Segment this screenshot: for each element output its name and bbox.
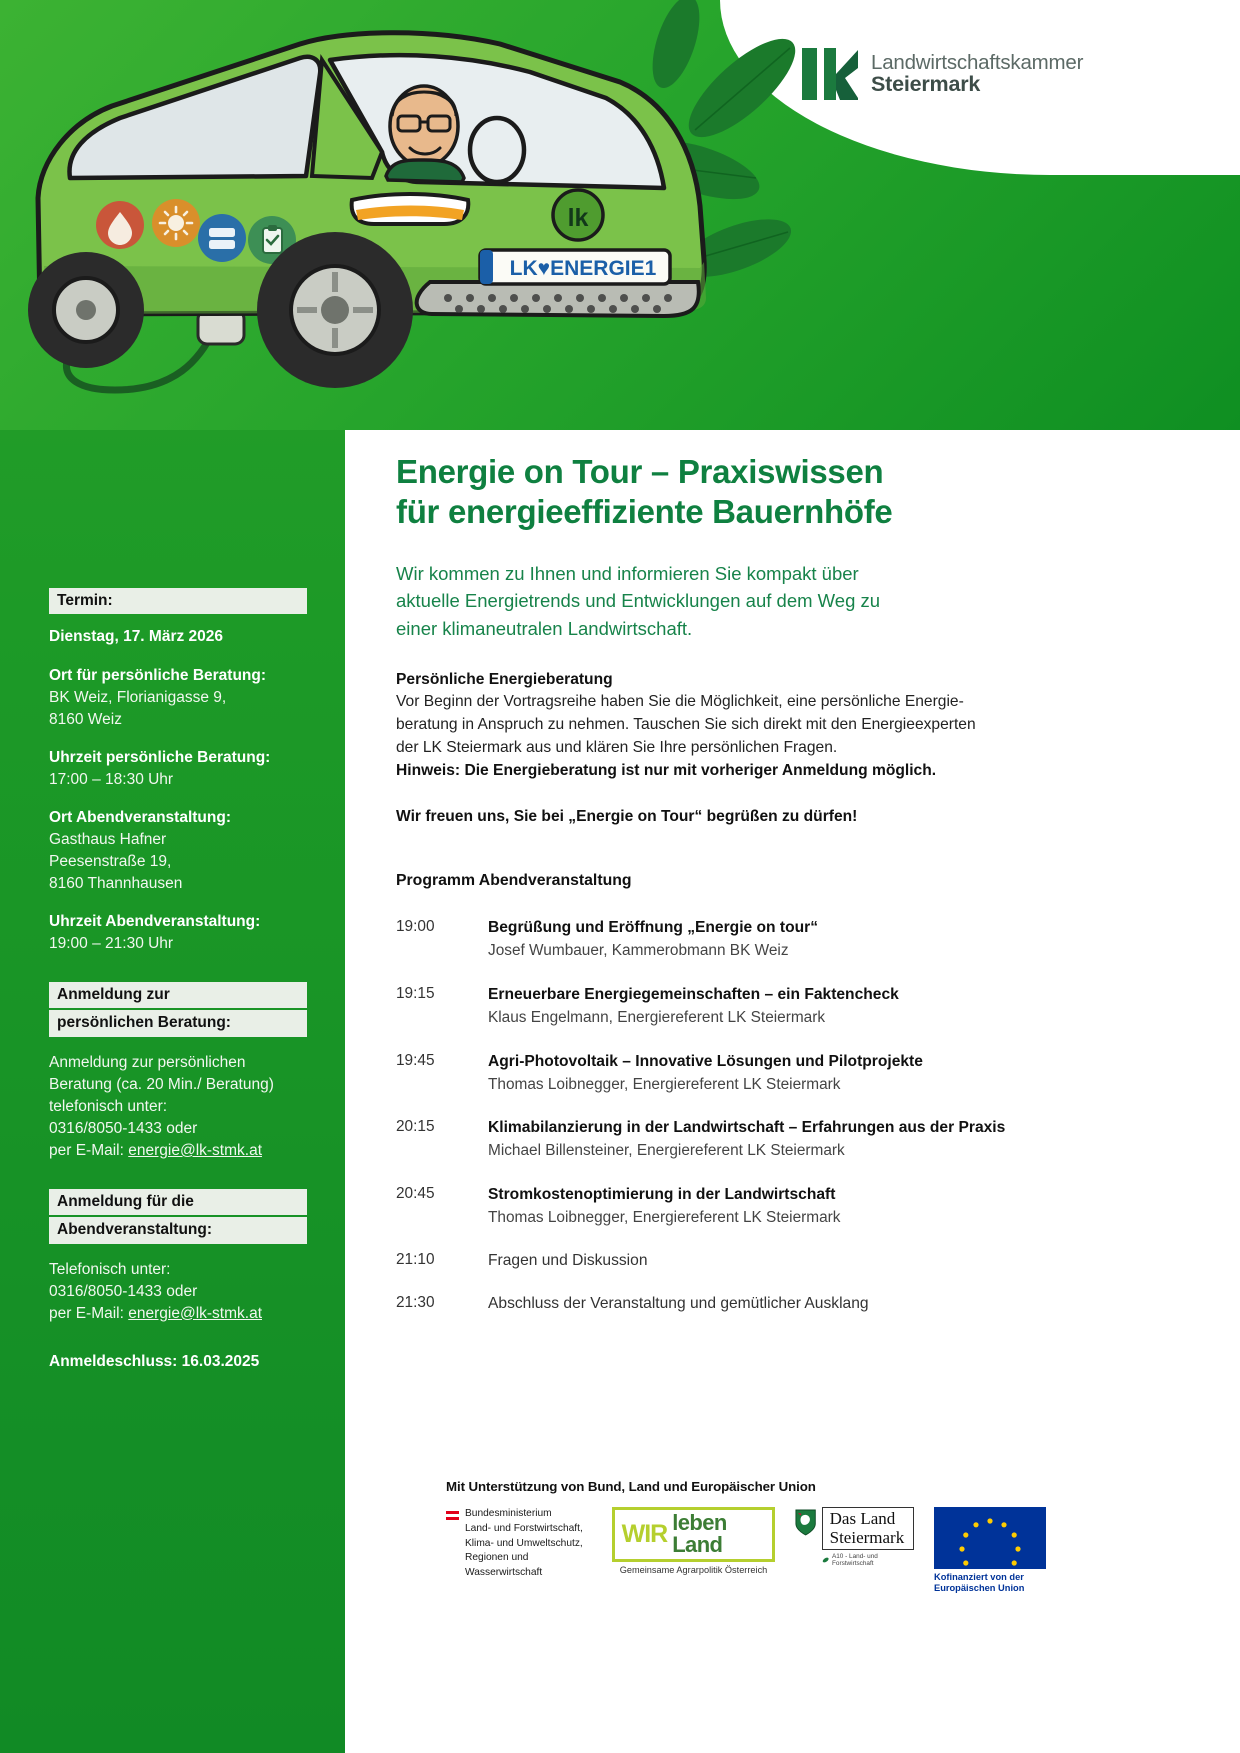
wir-subtitle: Gemeinsame Agrarpolitik Österreich	[619, 1565, 768, 1575]
ort-beratung-label: Ort für persönliche Beratung:	[49, 666, 267, 684]
beratung-line-2: beratung in Anspruch zu nehmen. Tauschen Sie sich direkt mit den Energieexperten	[396, 715, 976, 733]
programm-speaker: Thomas Loibnegger, Energiereferent LK Steiermark	[488, 1208, 841, 1226]
eu-subtitle-line-2: Europäischen Union	[934, 1583, 1025, 1594]
eu-flag-icon	[934, 1507, 1046, 1569]
ort-abend-line1: Gasthaus Hafner	[49, 830, 167, 848]
license-plate	[480, 250, 670, 284]
anm-beratung-line4: 0316/8050-1433 oder	[49, 1119, 198, 1137]
programm-time: 19:45	[396, 1051, 435, 1069]
programm-row	[396, 1293, 1044, 1314]
anmeldung-abend-bar-1: Anmeldung für die	[49, 1189, 307, 1215]
intro-line-3: einer klimaneutralen Landwirtschaft.	[396, 618, 693, 639]
uhrzeit-beratung-label: Uhrzeit persönliche Beratung:	[49, 748, 271, 766]
austria-flag-icon	[446, 1511, 459, 1520]
das-land-steiermark-logo	[795, 1507, 914, 1567]
license-plate-text: LK♥ENERGIE1	[509, 257, 657, 280]
anm-abend-email-line	[49, 1303, 315, 1325]
programm-time: 20:15	[396, 1118, 435, 1136]
battery-icon	[198, 214, 246, 262]
das-land-line-2: Steiermark	[829, 1528, 905, 1548]
bmf-line-1: Bundesministerium	[465, 1508, 552, 1519]
logo-line-2: Steiermark	[871, 72, 981, 97]
programm-body	[488, 917, 1044, 962]
footer	[446, 1479, 1046, 1595]
intro-line-1: Wir kommen zu Ihnen und informieren Sie kompakt über	[396, 562, 859, 584]
title-line-1: Energie on Tour – Praxiswissen	[396, 453, 884, 490]
programm-body	[488, 1051, 1044, 1096]
anm-abend-email-prefix: per E-Mail:	[49, 1304, 129, 1322]
anm-abend-line2: 0316/8050-1433 oder	[49, 1282, 198, 1300]
beratung-heading: Persönliche Energieberatung	[396, 670, 613, 688]
leaf-small-icon	[822, 1556, 829, 1564]
programm-list	[396, 917, 1044, 1314]
eu-subtitle	[934, 1572, 1046, 1595]
bundesministerium-logo	[446, 1507, 592, 1581]
eu-subtitle-line-1: Kofinanziert von der	[934, 1572, 1024, 1582]
termin-label: Termin:	[49, 588, 307, 614]
programm-body	[488, 1184, 1044, 1229]
anm-abend-email-link[interactable]: energie@lk-stmk.at	[128, 1304, 262, 1322]
anm-beratung-line2: Beratung (ca. 20 Min./ Beratung)	[49, 1075, 274, 1093]
front-wheel	[257, 232, 413, 388]
ort-beratung-line1: BK Weiz, Florianigasse 9,	[49, 688, 227, 706]
uhrzeit-beratung-value: 17:00 – 18:30 Uhr	[49, 770, 174, 788]
anm-beratung-line3: telefonisch unter:	[49, 1097, 168, 1115]
uhrzeit-abend-value: 19:00 – 21:30 Uhr	[49, 935, 174, 953]
programm-body	[488, 1250, 1044, 1271]
lk-logo	[800, 48, 1083, 100]
bmf-line-2: Land- und Forstwirtschaft,	[465, 1522, 583, 1534]
programm-speaker: Michael Billensteiner, Energiereferent LK Steiermark	[488, 1142, 845, 1160]
bmf-line-3: Klima- und Umweltschutz,	[465, 1537, 583, 1549]
programm-time: 19:15	[396, 984, 435, 1002]
wir-leben-land-logo	[612, 1507, 776, 1575]
programm-row	[396, 1250, 1044, 1271]
programm-row	[396, 1051, 1044, 1096]
programm-title: Abschluss der Veranstaltung und gemütlicher Ausklang	[488, 1295, 869, 1313]
eu-logo	[934, 1507, 1046, 1595]
programm-body	[488, 1117, 1044, 1162]
programm-body	[488, 1293, 1044, 1314]
beratung-line-3: der LK Steiermark aus und klären Sie Ihre persönlichen Fragen.	[396, 738, 838, 756]
rear-wheel	[28, 252, 144, 368]
programm-row	[396, 917, 1044, 962]
ort-abend-line2: Peesenstraße 19,	[49, 852, 172, 870]
ort-abend-line3: 8160 Thannhausen	[49, 874, 183, 892]
ort-abend-label: Ort Abendveranstaltung:	[49, 808, 231, 826]
programm-row	[396, 984, 1044, 1029]
steiermark-panther-icon	[795, 1507, 816, 1537]
page-title	[396, 452, 1044, 533]
hinweis-text: Hinweis: Die Energieberatung ist nur mit vorheriger Anmeldung möglich.	[396, 761, 937, 779]
anmeldung-beratung-bar-2: persönlichen Beratung:	[49, 1010, 307, 1036]
anm-abend-line1: Telefonisch unter:	[49, 1260, 171, 1278]
footer-heading: Mit Unterstützung von Bund, Land und Europäischer Union	[446, 1479, 816, 1494]
programm-title: Klimabilanzierung in der Landwirtschaft – Erfahrungen aus der Praxis	[488, 1119, 1006, 1137]
das-land-subtitle	[822, 1553, 914, 1567]
intro-line-2: aktuelle Energietrends und Entwicklungen auf dem Weg zu	[396, 590, 881, 612]
driver-figure	[386, 86, 464, 182]
wir-freuen-uns-text: Wir freuen uns, Sie bei „Energie on Tour“ begrüßen zu dürfen!	[396, 808, 858, 826]
ort-beratung-line2: 8160 Weiz	[49, 710, 122, 728]
sidebar-info	[49, 588, 315, 1371]
programm-heading: Programm Abendveranstaltung	[396, 872, 632, 890]
programm-speaker: Klaus Engelmann, Energiereferent LK Steiermark	[488, 1009, 826, 1027]
programm-time: 19:00	[396, 918, 435, 936]
anmeldung-beratung-bar-1: Anmeldung zur	[49, 982, 307, 1008]
programm-row	[396, 1184, 1044, 1229]
wir-word: WIR	[621, 1519, 668, 1548]
programm-title: Fragen und Diskussion	[488, 1252, 648, 1270]
anm-beratung-email-line	[49, 1140, 315, 1162]
anm-beratung-email-prefix: per E-Mail:	[49, 1141, 129, 1159]
beratung-line-1: Vor Beginn der Vortragsreihe haben Sie die Möglichkeit, eine persönliche Energie-	[396, 692, 964, 710]
programm-title: Stromkostenoptimierung in der Landwirtschaft	[488, 1185, 836, 1203]
programm-time: 20:45	[396, 1184, 435, 1202]
anmeldeschluss: Anmeldeschluss: 16.03.2025	[49, 1352, 260, 1370]
termin-value: Dienstag, 17. März 2026	[49, 628, 224, 646]
programm-speaker: Thomas Loibnegger, Energiereferent LK Steiermark	[488, 1075, 841, 1093]
programm-speaker: Josef Wumbauer, Kammerobmann BK Weiz	[488, 942, 789, 960]
intro-paragraph	[396, 560, 1044, 643]
programm-row	[396, 1117, 1044, 1162]
lk-logo-mark	[800, 48, 860, 100]
electric-van-illustration	[0, 10, 760, 430]
programm-title: Erneuerbare Energiegemeinschaften – ein Faktencheck	[488, 985, 899, 1003]
title-line-2: für energieeffiziente Bauernhöfe	[396, 493, 893, 531]
uhrzeit-abend-label: Uhrzeit Abendveranstaltung:	[49, 912, 261, 930]
logo-line-1: Landwirtschaftskammer	[871, 50, 1084, 74]
programm-time: 21:30	[396, 1294, 435, 1312]
anm-beratung-email-link[interactable]: energie@lk-stmk.at	[128, 1141, 262, 1159]
anm-beratung-line1: Anmeldung zur persönlichen	[49, 1053, 246, 1071]
programm-body	[488, 984, 1044, 1029]
leben-land-word: leben Land	[672, 1510, 727, 1557]
anmeldung-abend-bar-2: Abendveranstaltung:	[49, 1217, 307, 1243]
programm-title: Agri-Photovoltaik – Innovative Lösungen und Pilotprojekte	[488, 1052, 923, 1070]
bmf-line-4: Regionen und Wasserwirtschaft	[465, 1552, 543, 1579]
das-land-line-1: Das Land	[829, 1509, 896, 1528]
main-content	[396, 452, 1044, 1337]
hero-banner	[0, 0, 1240, 430]
das-land-subtitle-text: A10 - Land- und Forstwirtschaft	[831, 1553, 878, 1568]
svg-text:lk: lk	[567, 204, 589, 232]
programm-title: Begrüßung und Eröffnung „Energie on tour“	[488, 919, 819, 937]
programm-time: 21:10	[396, 1251, 435, 1269]
